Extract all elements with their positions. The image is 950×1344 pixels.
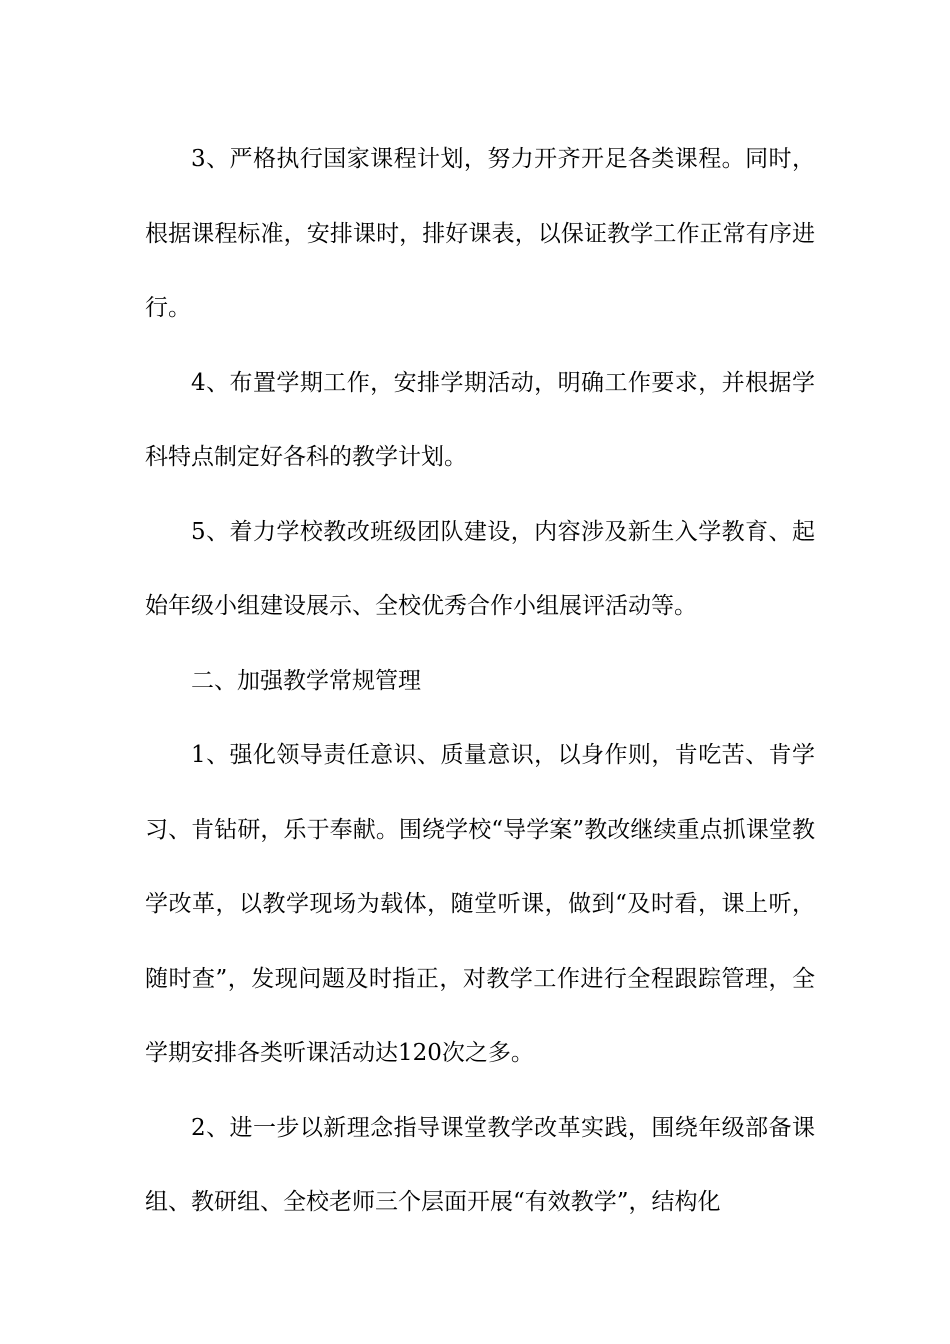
paragraph-course-plan: 3、严格执行国家课程计划，努力开齐开足各类课程。同时，根据课程标准，安排课时，排好课表，以保证教学工作正常有序进行。 — [145, 146, 815, 321]
document-body — [145, 122, 815, 1240]
paragraph-team-building: 5、着力学校教改班级团队建设，内容涉及新生入学教育、起始年级小组建设展示、全校优秀合作小组展评活动等。 — [145, 518, 815, 619]
section-heading-routine-management: 二、加强教学常规管理 — [191, 667, 421, 694]
paragraph-leadership-responsibility: 1、强化领导责任意识、质量意识，以身作则，肯吃苦、肯学习、肯钻研，乐于奉献。围绕学校“导学案”教改继续重点抓课堂教学改革，以教学现场为载体，随堂听课，做到“及时看，课上听，随时查”，发现问题及时指正，对教学工作进行全程跟踪管理，全学期安排各类听课活动达120次之多。 — [145, 742, 815, 1066]
paragraph-teaching-reform: 2、进一步以新理念指导课堂教学改革实践，围绕年级部备课组、教研组、全校老师三个层面开展“有效教学”，结构化 — [145, 1114, 815, 1215]
paragraph-semester-work: 4、布置学期工作，安排学期活动，明确工作要求，并根据学科特点制定好各科的教学计划。 — [145, 369, 815, 470]
